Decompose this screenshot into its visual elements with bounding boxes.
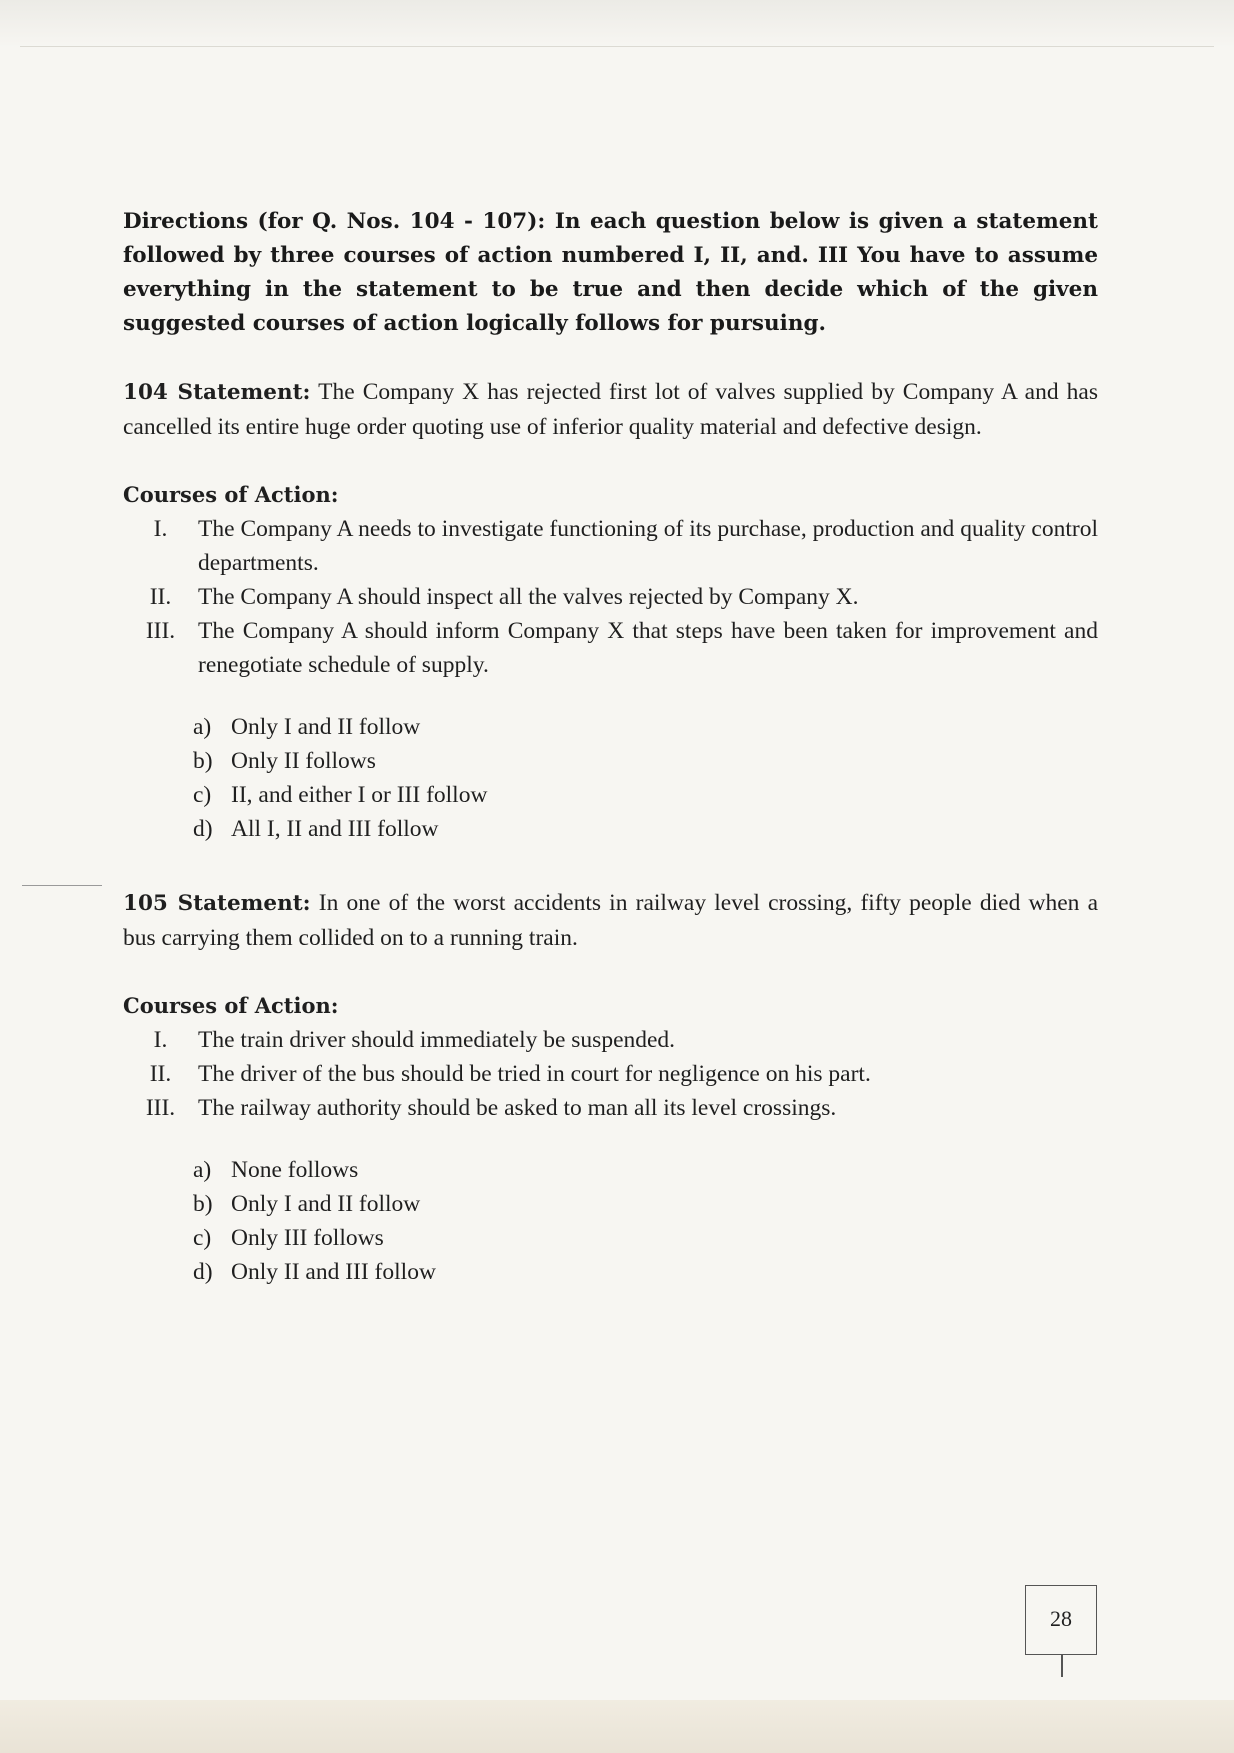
option-text: All I, II and III follow: [231, 816, 439, 842]
action-text: The railway authority should be asked to man all its level crossings.: [198, 1095, 837, 1121]
course-of-action: [123, 1091, 1098, 1125]
courses-of-action-list: [123, 512, 1098, 682]
directions-text: Directions (for Q. Nos. 104 - 107): In each question below is given a statement followed by three courses of action numbered I, II, and. III You have to assume everything in the statement to be true and then decide which of the given suggested courses of action logically follows for pursuing.: [123, 209, 1098, 336]
courses-heading: Courses of Action:: [123, 482, 339, 507]
question-104: [123, 375, 1098, 846]
option-letter: a): [193, 1157, 212, 1183]
answer-options: [193, 710, 1098, 846]
option-text: Only III follows: [231, 1225, 384, 1251]
option-text: None follows: [231, 1157, 359, 1183]
statement-text: The Company X has rejected first lot of valves supplied by Company A and has cancelled its entire huge order quoting use of inferior quality material and defective design.: [123, 379, 1098, 440]
answer-option: [193, 812, 1098, 846]
courses-of-action-list: [123, 1023, 1098, 1125]
option-letter: c): [193, 1225, 212, 1251]
action-text: The train driver should immediately be suspended.: [198, 1027, 676, 1053]
margin-mark: [22, 885, 102, 886]
action-text: The driver of the bus should be tried in court for negligence on his part.: [198, 1061, 871, 1087]
answer-option: [193, 778, 1098, 812]
option-text: Only I and II follow: [231, 1191, 421, 1217]
course-of-action: [123, 1023, 1098, 1057]
question-statement: [123, 886, 1098, 955]
option-text: Only II and III follow: [231, 1259, 436, 1285]
action-text: The Company A should inspect all the valves rejected by Company X.: [198, 584, 859, 610]
option-text: Only I and II follow: [231, 714, 421, 740]
option-letter: b): [193, 748, 213, 774]
statement-label: 104 Statement:: [123, 380, 311, 405]
answer-option: [193, 1153, 1098, 1187]
option-letter: c): [193, 782, 212, 808]
course-of-action: [123, 614, 1098, 682]
page-number-tick: [1061, 1655, 1063, 1677]
option-letter: d): [193, 816, 213, 842]
page-number: 28: [1025, 1585, 1097, 1655]
action-numeral: II.: [149, 1061, 172, 1087]
question-statement: [123, 375, 1098, 444]
question-105: [123, 886, 1098, 1289]
answer-option: [193, 744, 1098, 778]
option-letter: a): [193, 714, 212, 740]
action-text: The Company A should inform Company X that steps have been taken for improvement and renegotiate schedule of supply.: [198, 618, 1098, 678]
course-of-action: [123, 1057, 1098, 1091]
answer-option: [193, 710, 1098, 744]
answer-options: [193, 1153, 1098, 1289]
statement-label: 105 Statement:: [123, 891, 311, 916]
action-numeral: III.: [145, 1095, 176, 1121]
course-of-action: [123, 512, 1098, 580]
action-numeral: II.: [149, 584, 172, 610]
page-content: [123, 205, 1098, 1289]
action-text: The Company A needs to investigate functioning of its purchase, production and quality control departments.: [198, 516, 1098, 576]
course-of-action: [123, 580, 1098, 614]
option-text: Only II follows: [231, 748, 376, 774]
answer-option: [193, 1221, 1098, 1255]
answer-option: [193, 1187, 1098, 1221]
action-numeral: I.: [153, 516, 168, 542]
page-top-rule: [20, 46, 1214, 47]
option-letter: b): [193, 1191, 213, 1217]
option-letter: d): [193, 1259, 213, 1285]
statement-text: In one of the worst accidents in railway level crossing, fifty people died when a bus carrying them collided on to a running train.: [123, 890, 1098, 951]
answer-option: [193, 1255, 1098, 1289]
page-top-edge: [0, 0, 1234, 48]
action-numeral: I.: [153, 1027, 168, 1053]
option-text: II, and either I or III follow: [231, 782, 488, 808]
action-numeral: III.: [145, 618, 176, 644]
page-bottom-edge: [0, 1700, 1234, 1753]
courses-heading: Courses of Action:: [123, 993, 339, 1018]
